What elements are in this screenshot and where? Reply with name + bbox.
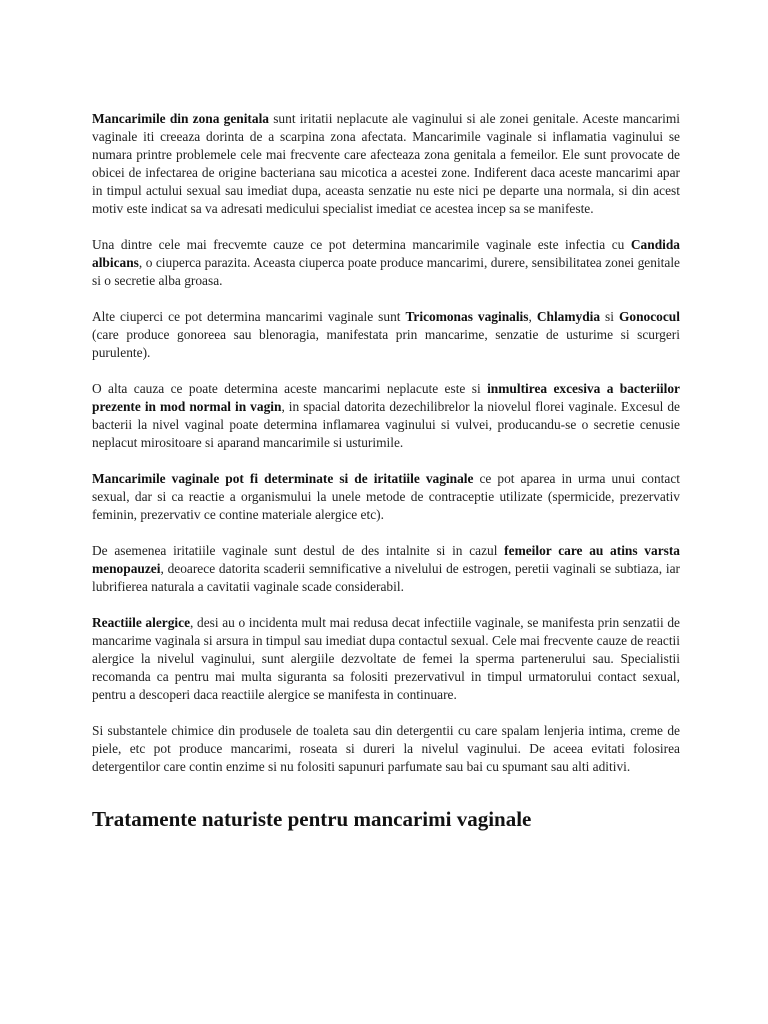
text-run: sunt iritatii neplacute ale vaginului si ale zonei genitale. Aceste mancarimi vaginale iti creeaza dorinta de a scarpina zona afectata. Mancarimile vaginale si inflamatia vaginului se numara printre problemele cele mai frecvente care afecteaza zona genitala a femeilor. Ele sunt provocate de obicei de infectarea de origine bacteriana sau micotica a acestei zone. Indiferent daca aceste mancarimi apar in timpul actului sexual sau imediat dupa, aceasta senzatie nu este nici pe departe una normala, si din acest motiv este indicat sa va adresati medicului specialist imediat ce acestea incep sa se manifeste. (92, 111, 680, 216)
paragraph-6 (92, 542, 680, 596)
text-run: , o ciuperca parazita. Aceasta ciuperca poate produce mancarimi, durere, sensibilitatea zonei genitale si o secretie alba groasa. (92, 255, 680, 288)
paragraph-2 (92, 236, 680, 290)
document-page (92, 110, 680, 832)
text-run: ce pot aparea in urma unui contact sexual, dar si ca reactie a organismului la unele metode de contraceptie utilizate (spermicide, prezervativ feminin, prezervativ ce contine materiale alergice etc). (92, 471, 680, 522)
bold-phrase: Gonococul (618, 309, 680, 324)
paragraph-1 (92, 110, 680, 218)
bold-phrase: Reactiile alergice (92, 615, 191, 630)
bold-phrase: inmultirea excesiva a bacteriilor prezente in mod normal in vagin (92, 381, 680, 414)
text-run: , desi au o incidenta mult mai redusa decat infectiile vaginale, se manifesta prin senzatii de mancarime vaginala si arsura in timpul sau imediat dupa contactul sexual. Cele mai frecvente cauze de reactii alergice la nivelul vaginului, sunt alergiile dezvoltate de femei la sperma partenerului sau. Specialistii recomanda ca pentru mai multa siguranta sa folositi prezervativul in timpul urmatorului contact sexual, pentru a descoperi daca reactiile alergice se manifesta in continuare. (92, 615, 680, 702)
paragraph-3 (92, 308, 680, 362)
text-run: si (600, 309, 619, 324)
bold-phrase: Mancarimile vaginale pot fi determinate si de iritatiile vaginale (92, 471, 474, 486)
text-run: Alte ciuperci ce pot determina mancarimi vaginale sunt (92, 309, 406, 324)
paragraph-8 (92, 722, 680, 776)
bold-phrase: Mancarimile din zona genitala (92, 111, 270, 126)
section-heading: Tratamente naturiste pentru mancarimi vaginale (92, 807, 532, 831)
paragraph-5 (92, 470, 680, 524)
bold-phrase: Tricomonas vaginalis (405, 309, 529, 324)
text-run: Una dintre cele mai frecvemte cauze ce pot determina mancarimile vaginale este infectia cu (92, 237, 631, 252)
text-run: Si substantele chimice din produsele de toaleta sau din detergentii cu care spalam lenjeria intima, creme de piele, etc pot produce mancarimi, roseata si dureri la nivelul vaginului. De aceea evitati folosirea detergentilor care contin enzime si nu folositi sapunuri parfumate sau bai cu spumant sau alti aditivi. (92, 723, 680, 774)
text-run: De asemenea iritatiile vaginale sunt destul de des intalnite si in cazul (92, 543, 505, 558)
paragraph-4 (92, 380, 680, 452)
text-run: (care produce gonoreea sau blenoragia, manifestata prin mancarime, senzatie de usturime si scurgeri purulente). (92, 327, 680, 360)
text-run: O alta cauza ce poate determina aceste mancarimi neplacute este si (92, 381, 488, 396)
bold-phrase: Chlamydia (536, 309, 601, 324)
bold-phrase: femeilor care au atins varsta menopauzei (92, 543, 681, 576)
bold-phrase: Candida albicans (92, 237, 680, 270)
text-run: , in spacial datorita dezechilibrelor la niovelul florei vaginale. Excesul de bacterii la nivel vaginal poate determina inflamarea vaginului si vulvei, producandu-se o secretie cenusie neplacut mirositoare si aparand mancarimile si usturimile. (92, 399, 680, 450)
paragraph-7 (92, 614, 680, 704)
text-run: , (528, 309, 537, 324)
text-run: , deoarece datorita scaderii semnificative a nivelului de estrogen, peretii vaginali se subtiaza, iar lubrifierea naturala a cavitatii vaginale scade considerabil. (92, 561, 680, 594)
